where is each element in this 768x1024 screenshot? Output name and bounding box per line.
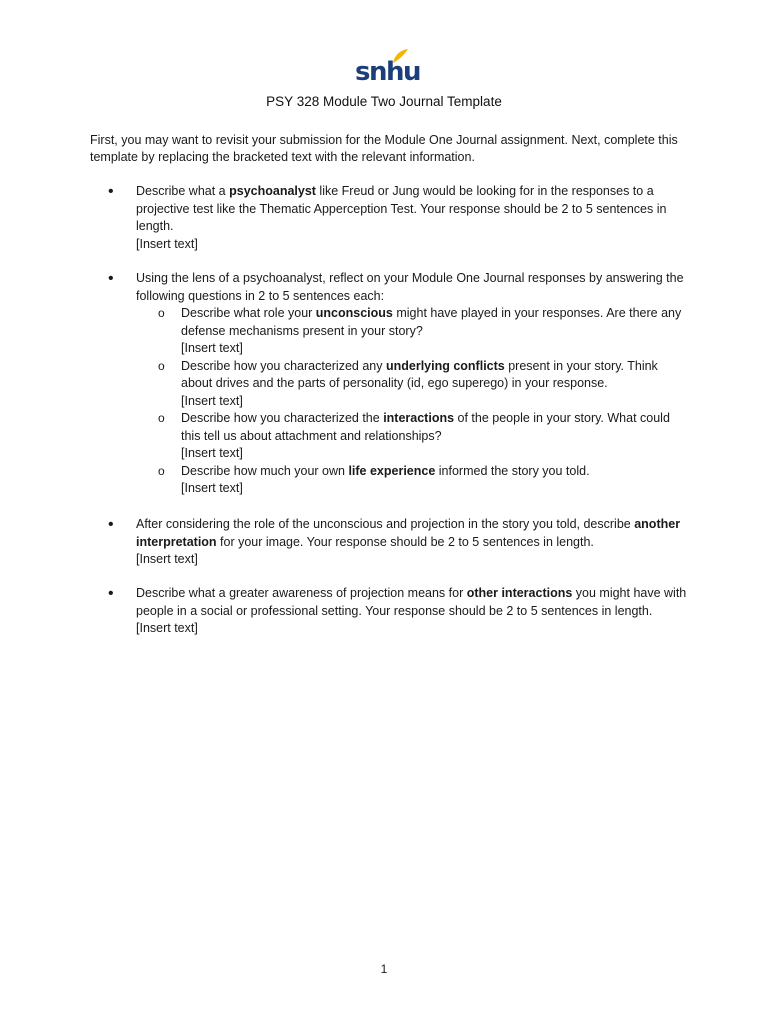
question-text: for your image. Your response should be 2 to 5 sentences in length. [216,534,594,549]
question-text: Using the lens of a psychoanalyst, reflect on your Module One Journal responses by answering the following questions in 2 to 5 sentences each: [136,271,684,303]
keyword: underlying conflicts [385,358,505,373]
sub-question-text: of the people in your story. What could this tell us about attachment and relationships? [181,411,670,443]
sub-question-text: Describe how you characterized the [181,411,384,425]
sub-question [136,305,688,358]
intro-paragraph: First, you may want to revisit your submission for the Module One Journal assignment. Next, complete this template by replacing the bracketed text with the relevant information. [90,133,678,164]
insert-text-placeholder: [Insert text] [136,552,198,566]
insert-text-placeholder: [Insert text] [136,236,198,251]
question-1 [108,183,688,253]
insert-text-placeholder: [Insert text] [181,446,243,460]
question-2 [108,270,688,498]
sub-question [136,410,688,463]
sub-bullet-icon: o [158,306,165,320]
sub-question-text: Describe what role your [181,306,316,320]
question-text: Describe what a greater awareness of projection means for [136,586,467,600]
question-text: Describe what a [136,184,230,198]
question-4 [108,585,688,638]
question-text: After considering the role of the unconscious and projection in the story you told, describe [136,517,635,531]
insert-text-placeholder: [Insert text] [136,621,198,635]
keyword: psychoanalyst [229,184,316,198]
sub-question [136,463,688,498]
insert-text-placeholder: [Insert text] [181,481,243,495]
question-text: like Freud or Jung would be looking for in the responses to a projective test like the Thematic Apperception Test. Your response should be 2 to 5 sentences in length. [136,184,667,233]
keyword: unconscious [315,306,393,320]
sub-question-text: might have played in your responses. Are there any defense mechanisms present in your story? [181,306,682,338]
keyword: interactions [383,411,455,425]
sub-bullet-icon: o [158,358,165,373]
bullet-icon: • [108,585,114,602]
question-3 [108,516,688,569]
sub-question-text: Describe how you characterized any [181,358,386,373]
sub-bullet-icon: o [158,463,165,478]
sub-bullet-icon: o [158,411,165,425]
bullet-icon: • [108,270,114,287]
sub-question [136,358,688,411]
keyword: life experience [348,463,436,478]
insert-text-placeholder: [Insert text] [181,393,243,408]
leaf-icon [391,48,409,64]
bullet-icon: • [108,516,114,533]
sub-question-text: present in your story. Think about drives and the parts of personality (id, ego superego) in your response. [181,358,658,390]
snhu-logo [355,48,421,88]
sub-question-text: informed the story you told. [435,463,590,478]
insert-text-placeholder: [Insert text] [181,341,243,355]
question-text: you might have with people in a social or professional setting. Your response should be 2 to 5 sentences in length. [136,586,687,618]
logo-text: snhu [355,57,421,87]
page-title: PSY 328 Module Two Journal Template [266,94,502,109]
keyword: another interpretation [136,517,681,549]
sub-question-text: Describe how much your own [181,463,349,478]
keyword: other interactions [466,586,573,600]
bullet-icon: • [108,183,114,200]
page-number: 1 [380,962,388,976]
